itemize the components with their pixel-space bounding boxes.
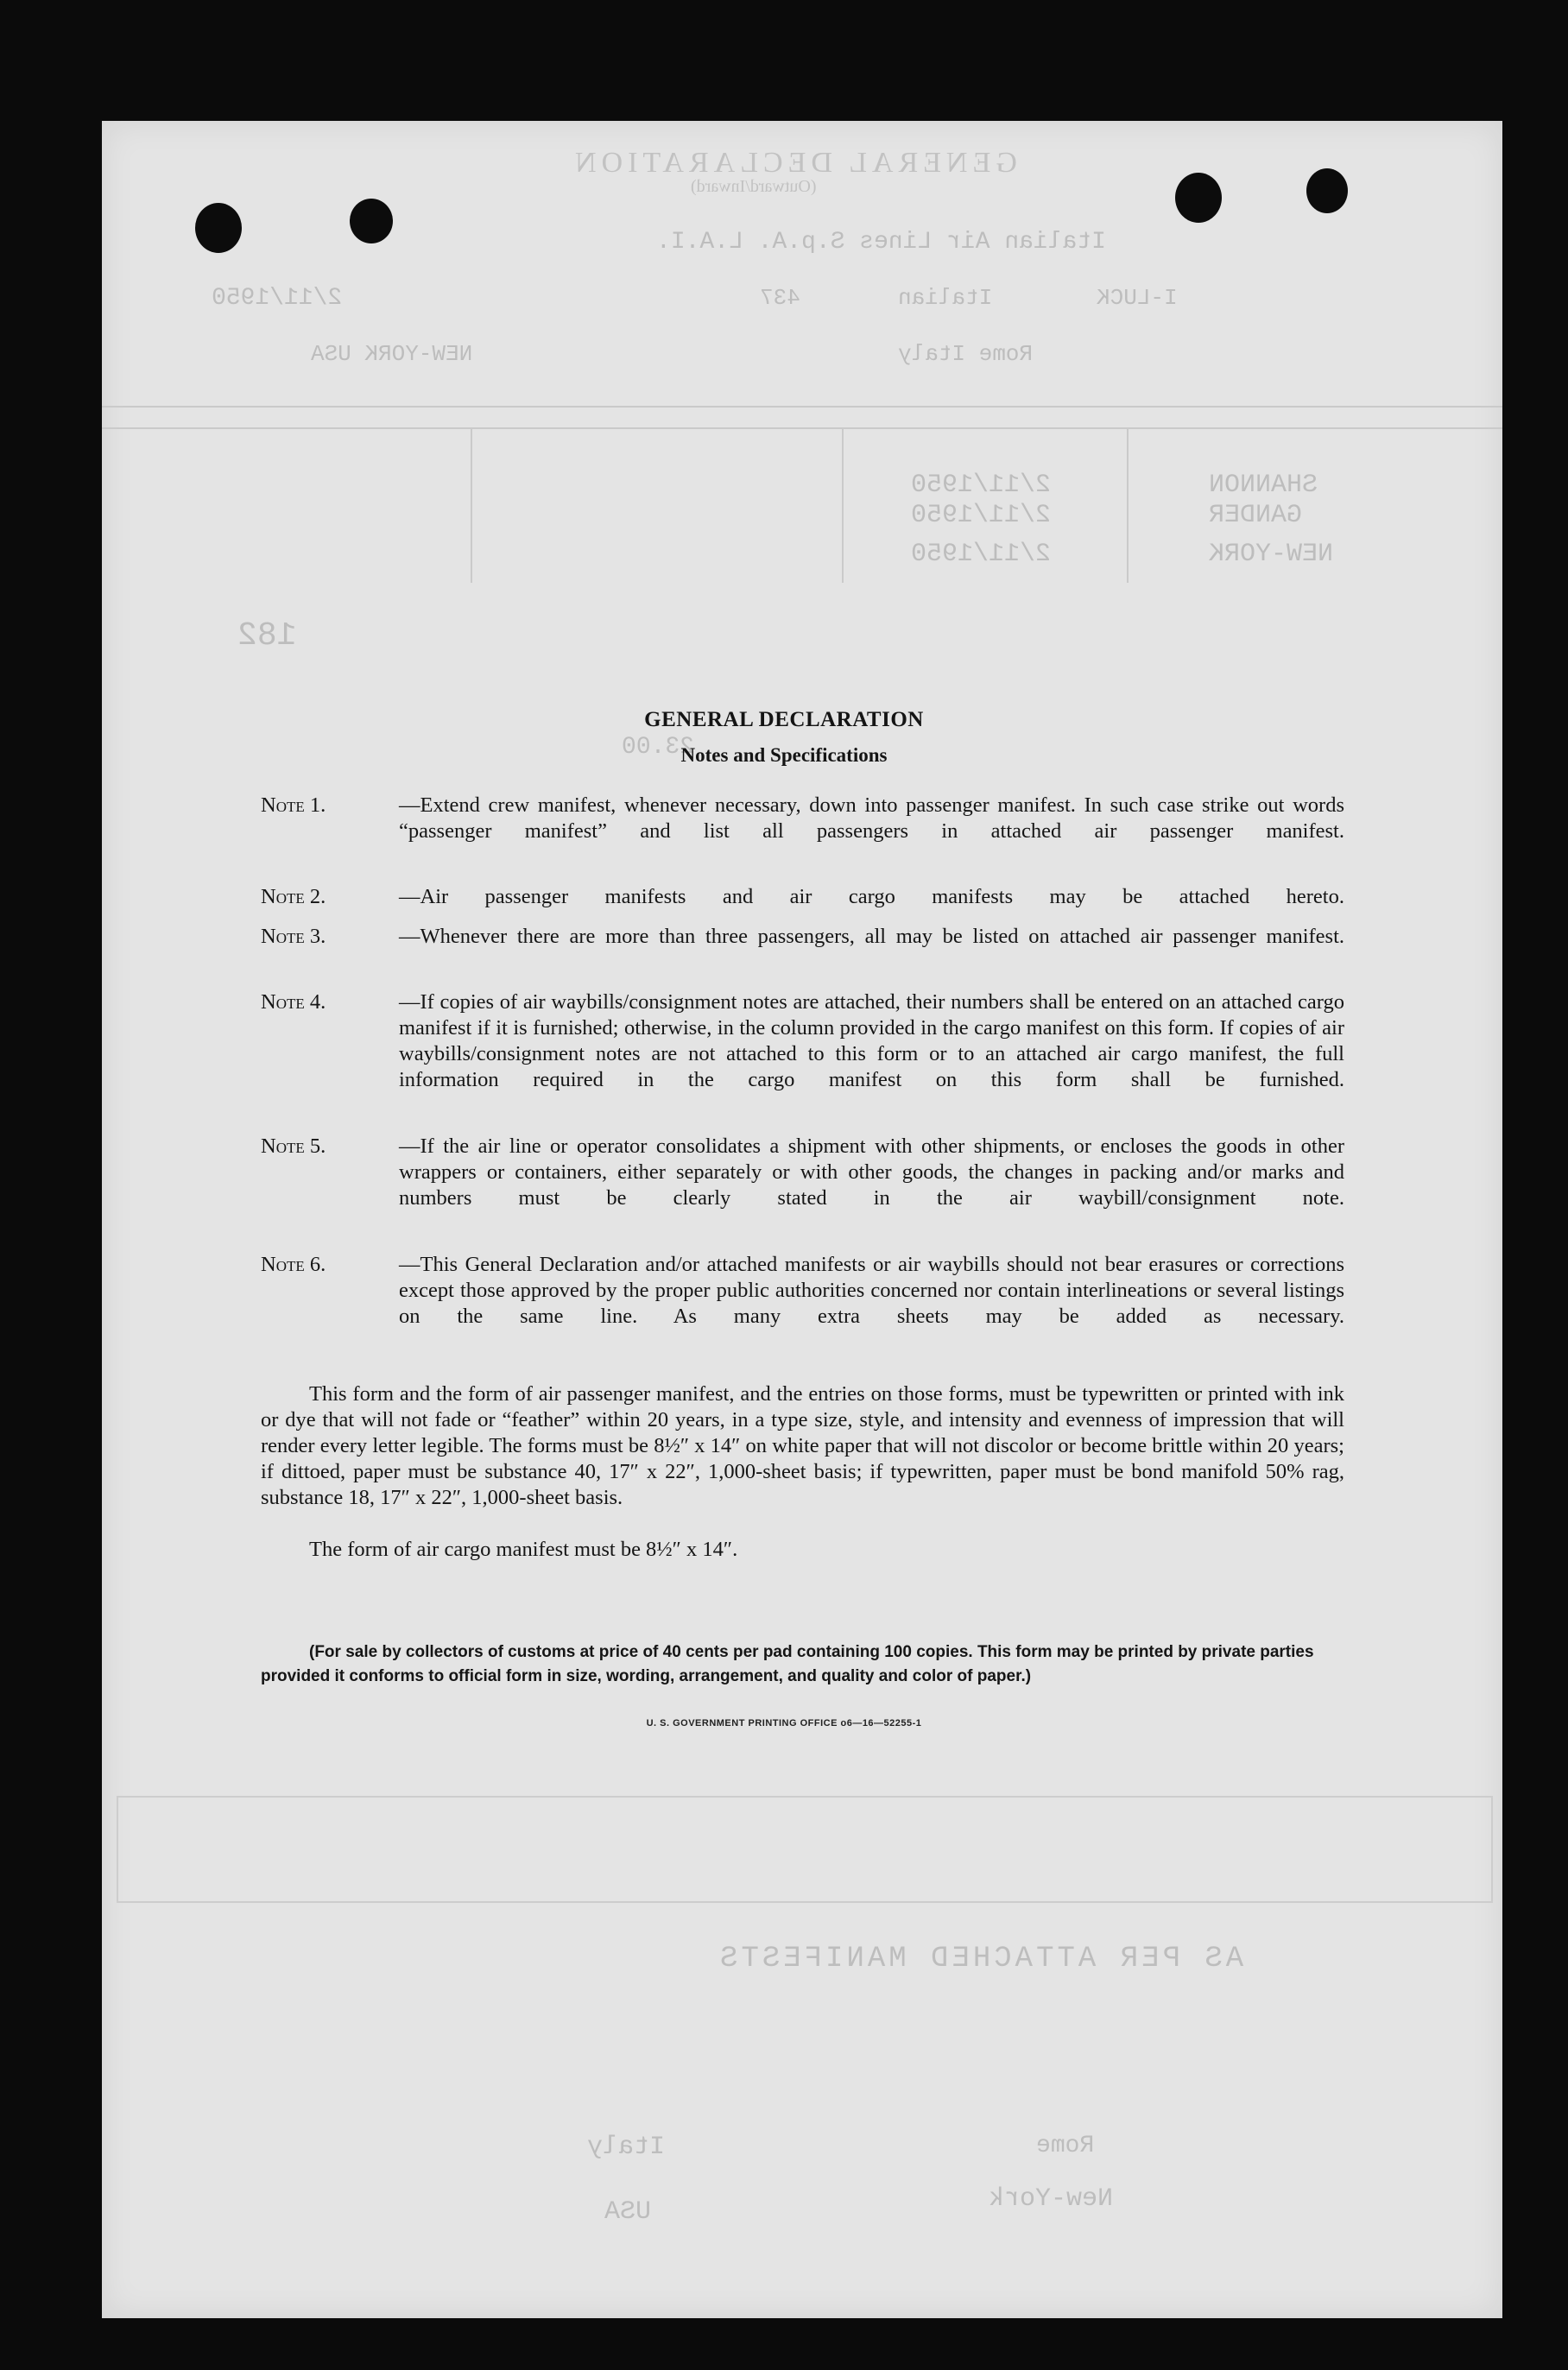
bleed-through-itinerary-date: 2/11/1950: [911, 540, 1052, 569]
bleed-through-itinerary-place: SHANNON: [1209, 471, 1318, 500]
note-text: —Air passenger manifests and air cargo manifests may be attached hereto.: [399, 885, 1344, 908]
bleed-through-itinerary-place: NEW-YORK: [1209, 540, 1334, 569]
bleed-through-flight: 437: [760, 285, 800, 311]
page-title: GENERAL DECLARATION: [644, 708, 924, 731]
page-subtitle: Notes and Specifications: [680, 744, 888, 766]
bleed-through-subtitle: (Outward/Inward): [691, 177, 817, 196]
sale-notice: (For sale by collectors of customs at price of 40 cents per pad containing 100 copies. This form may be printed by private parties provided it conforms to official form in size, wording, arrangement, and quality and color of paper.): [261, 1643, 1314, 1685]
printer-line: U. S. GOVERNMENT PRINTING OFFICE o6—16—52255-1: [646, 1718, 922, 1729]
note-text: —Whenever there are more than three passengers, all may be listed on attached air passenger manifest.: [399, 925, 1344, 948]
bleed-through-registration: I-LUCK: [1097, 285, 1178, 311]
bleed-through-attached: AS PER ATTACHED MANIFESTS: [717, 1943, 1244, 1975]
note-4: [261, 989, 1344, 1119]
punch-hole: [1175, 173, 1222, 223]
bleed-through-rule: [471, 427, 472, 583]
note-label: Note 6.: [261, 1253, 326, 1276]
bleed-through-time: 23.00: [622, 734, 695, 761]
note-3: [261, 924, 1344, 976]
punch-hole: [195, 203, 242, 253]
bleed-through-itinerary-place: GANDER: [1209, 501, 1303, 530]
note-text: —If copies of air waybills/consignment notes are attached, their numbers shall be entered on an attached cargo manifest if it is furnished; otherwise, in the column provided in the cargo manifest on this form. If copies of air waybills/consignment notes are not attached to this form or to an attached air cargo manifest, the full information required in the cargo manifest on this form shall be furnished.: [399, 990, 1344, 1091]
bleed-through-count: 182: [237, 617, 297, 654]
cargo-manifest-size-line: The form of air cargo manifest must be 8½″ x 14″.: [309, 1538, 738, 1561]
bleed-through-nationality: Italian: [898, 285, 993, 311]
bleed-through-rule: [102, 406, 1502, 408]
bleed-through-embark-dest: Italy: [587, 2133, 666, 2162]
bleed-through-date: 2/11/1950: [212, 285, 343, 312]
bleed-through-title: GENERAL DECLARATION: [570, 147, 1017, 179]
punch-hole: [1306, 168, 1348, 213]
note-text: —If the air line or operator consolidates a shipment with other shipments, or encloses the goods in other wrappers or containers, either separately or with other goods, the changes in packing and/or marks and numbers must be clearly stated in the air waybill/consignment note.: [399, 1134, 1344, 1210]
bleed-through-rule: [1127, 427, 1129, 583]
note-label: Note 1.: [261, 793, 326, 817]
bleed-through-box: [117, 1796, 1493, 1903]
note-5: [261, 1134, 1344, 1237]
bleed-through-departure: Rome Italy: [898, 341, 1034, 367]
bleed-through-itinerary-date: 2/11/1950: [911, 471, 1052, 500]
note-label: Note 2.: [261, 885, 326, 908]
bleed-through-rule: [842, 427, 844, 583]
note-6: [261, 1252, 1344, 1356]
note-label: Note 5.: [261, 1134, 326, 1158]
bleed-through-embark-place: Rome: [1036, 2133, 1095, 2159]
punch-hole: [350, 199, 393, 243]
note-1: [261, 793, 1344, 870]
note-label: Note 3.: [261, 925, 326, 948]
note-text: —This General Declaration and/or attached manifests or air waybills should not bear erasures or corrections except those approved by the proper public authorities concerned nor contain interlineations or several listings on the same line. As many extra sheets may be added as necessary.: [399, 1253, 1344, 1328]
bleed-through-laden-place: New-York: [989, 2184, 1114, 2214]
bleed-through-laden-dest: USA: [604, 2197, 652, 2227]
format-requirements-paragraph: This form and the form of air passenger manifest, and the entries on those forms, must be typewritten or printed with ink or dye that will not fade or “feather” within 20 years, in a type size, style, and intensity and evenness of impression that will render every letter legible. The forms must be 8½″ x 14″ on white paper that will not discolor or become brittle within 20 years; if dittoed, paper must be substance 40, 17″ x 22″, 1,000-sheet basis; if typewritten, paper must be bond manifold 50% rag, substance 18, 17″ x 22″, 1,000-sheet basis.: [261, 1382, 1344, 1509]
bleed-through-itinerary-date: 2/11/1950: [911, 501, 1052, 530]
bleed-through-rule: [102, 427, 1502, 429]
note-label: Note 4.: [261, 990, 326, 1014]
note-text: —Extend crew manifest, whenever necessary, down into passenger manifest. In such case strike out words “passenger manifest” and list all passengers in attached air passenger manifest.: [399, 793, 1344, 843]
bleed-through-arrival: NEW-YORK USA: [311, 341, 473, 367]
bleed-through-operator: Italian Air Lines S.p.A. L.A.I.: [656, 229, 1106, 256]
